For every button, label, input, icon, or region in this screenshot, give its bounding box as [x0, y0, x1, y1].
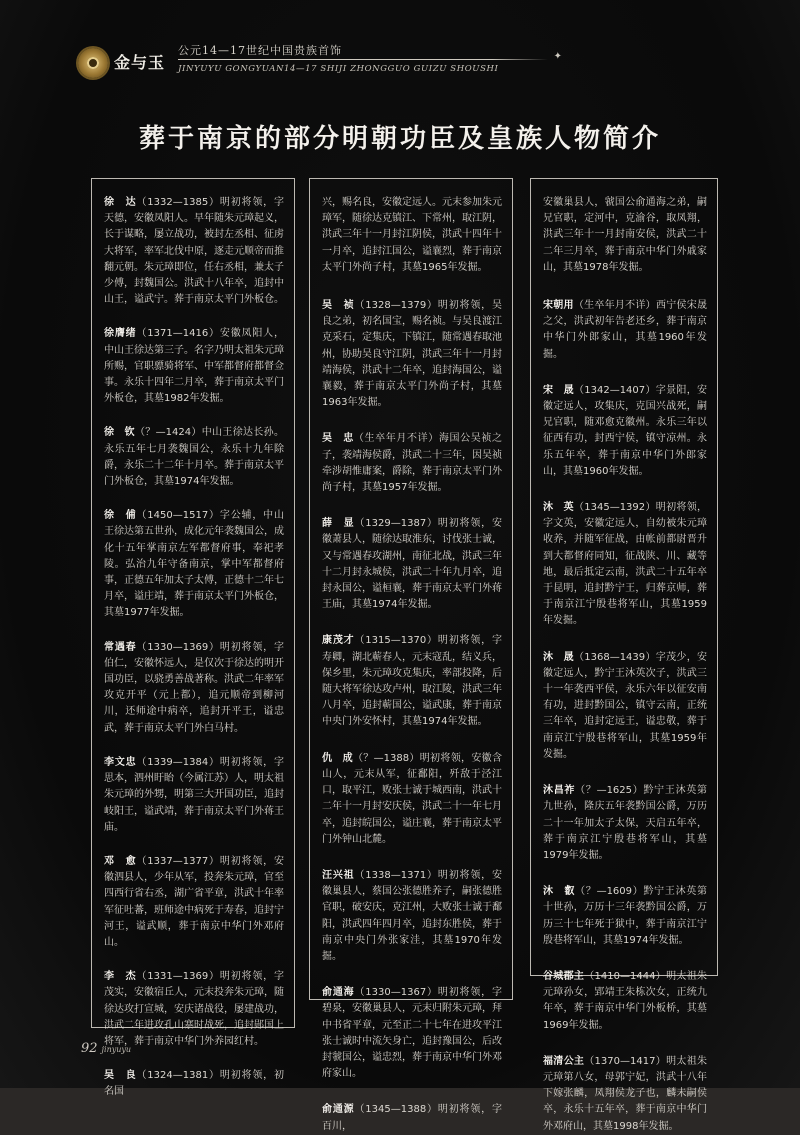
biography-entry	[104, 508, 284, 621]
page-title: 葬于南京的部分明朝功臣及皇族人物简介	[138, 124, 661, 154]
medallion-logo-icon	[78, 48, 108, 78]
biography-text: （？—1424）中山王徐达长孙。永乐五年七月袭魏国公，永乐十九年除爵，永乐二十二年十月卒。葬于南京太平门外板仓，其墓1974年发掘。	[104, 427, 285, 488]
biography-entry	[104, 640, 284, 737]
biography-text: （？—1609）黔宁王沐英第十世孙，万历十三年袭黔国公爵，万历三十七年死于狱中，葬于南京江宁殷巷将军山，其墓1974年发掘。	[543, 886, 707, 946]
biography-entry	[322, 868, 502, 965]
biography-text: （1328—1379）明初将领，吴良之弟，初名国宝，赐名祯。与吴良渡江克采石，定集庆，下镇江，随常遇春取池州，协助吴良守江阴，洪武三年十一月封靖海侯，洪武十二年卒，追封海国公，谥襄毅，葬于南京太平门外尚子村，其墓1963年发掘。	[322, 300, 502, 409]
biography-entry	[322, 516, 502, 613]
biography-entry	[543, 298, 707, 363]
biography-entry	[322, 633, 502, 730]
biography-text: （1410—1444）明太祖朱元璋孙女，郢靖王朱栋次女，正统九年卒，葬于南京中华门外板桥，其墓1969年发掘。	[543, 970, 708, 1031]
text-column-3	[530, 178, 718, 1132]
biography-text: （1337—1377）明初将领，安徽泗县人，少年从军，投奔朱元璋，官至四西行省右丞，湖广省平章，洪武十年率军征吐蕃，班师途中病死于寿春，追封宁河王，谥武顺，葬于南京中华门外邓府山。	[104, 855, 284, 948]
biography-entry	[322, 431, 502, 496]
biography-entry	[322, 985, 502, 1082]
biography-entry	[543, 969, 707, 1034]
person-name: 福清公主	[543, 1055, 585, 1067]
biography-entry	[104, 854, 284, 951]
biography-entry	[543, 1054, 707, 1135]
biography-text: （1330—1367）明初将领，字碧泉，安徽巢县人，元末归附朱元璋，拜中书省平章，元至正二十七年在进攻平江张士诚时中流矢身亡，追封豫国公，后改封虢国公，谥忠烈，葬于南京中华门外邓府家山。	[322, 987, 502, 1080]
biography-text: （1324—1381）明初将领，初名国	[104, 1070, 284, 1098]
biography-entry	[104, 326, 284, 407]
biography-entry	[322, 298, 502, 411]
brand-name: 金与玉	[114, 53, 166, 72]
biography-text: （1345—1392）明初将领，字文英，安徽定远人，自幼被朱元璋收养，并随军征战，由帐前都尉晋升到大都督府同知，征战陕、川、藏等地，最后抵定云南，洪武二十五年卒于昆明，追封黔宁王，归葬京师，葬于南京江宁殷巷将军山，其墓1959年发掘。	[543, 502, 708, 627]
biography-text: （1368—1439）字茂少，安徽定远人，黔宁王沐英次子，洪武三十一年袭西平侯，永乐六年以征安南有功，进封黔国公，镇守云南，正统三年卒，追封定远王，谥忠敬，葬于南京江宁殷巷将军山，其墓1959年发掘。	[543, 651, 708, 760]
person-name: 徐膺绪	[104, 328, 137, 340]
biography-entry	[543, 884, 707, 949]
biography-text: （1331—1369）明初将领，字茂实，安徽宿丘人，元末投奔朱元璋，随徐达攻打宣城，安庆诸战役，屡建战功，洪武二年进攻孔山寨时战死，追封郧国上将军，葬于南京中华门外养园红村。	[104, 971, 284, 1047]
page-header	[78, 38, 718, 82]
biography-text: 兴，赐名良，安徽定远人。元末参加朱元璋军，随徐达克镇江、下常州，取江阴，洪武三年十一月封江阴侯，洪武十四年十一月卒，追封江国公，谥襄烈，葬于南京太平门外尚子村，其墓1965年发掘。	[322, 197, 502, 273]
biography-text: （？—1625）黔宁王沐英第九世孙，隆庆五年袭黔国公爵，万历二十一年加太子太保，天启五年卒，葬于南京江宁殷巷将军山，其墓1979年发掘。	[543, 785, 707, 861]
biography-entry	[104, 195, 284, 308]
biography-text: （1332—1385）明初将领，字天德，安徽凤阳人。早年随朱元璋起义，长于谋略，屡立战功，被封左丞相、征虏大将军，率军北伐中原，逐走元顺帝而推翻元朝。朱元璋即位，任右丞相，兼太子少傅，封魏国公。洪武十八年卒，追封中山王，谥武宁。葬于南京太平门外板仓。	[104, 197, 284, 306]
person-name: 常遇春	[104, 641, 137, 653]
biography-text: （1315—1370）明初将领，字寿卿，湖北蕲春人，元末寇乱，结义兵，保乡里，朱元璋攻克集庆，率部投降，后随大将军徐达攻卢州，取江陵，洪武三年八月卒，追封蕲国公，谥武康，葬于南京中央门外安怀村，其墓1974年发掘。	[322, 635, 502, 728]
header-divider	[178, 59, 548, 60]
person-name: 李文忠	[104, 756, 137, 768]
biography-entry	[543, 195, 707, 276]
biography-text: （1338—1371）明初将领，安徽巢县人，蔡国公张德胜养子，嗣张德胜官职，破安庆，克江州，大败张士诚于鄱阳，洪武四年四月卒，追封东胜侯，葬于南京中央门外张家洼，其墓1970年发掘。	[322, 869, 502, 962]
biography-entry	[543, 783, 707, 864]
biography-entry	[104, 425, 284, 490]
person-name: 徐 俌	[104, 510, 137, 522]
biography-entry	[104, 755, 284, 836]
biography-entry	[322, 751, 502, 848]
biography-text: （1330—1369）明初将领，字伯仁，安徽怀远人，是仅次于徐达的明开国功臣，以骁勇善战著称。洪武二年率军攻克开平（元上都），追元顺帝到柳河川，还师途中病卒，追封开平王，谥忠武，葬于南京太平门外白马村。	[104, 641, 284, 734]
biography-text: （1345—1388）明初将领，字百川，	[322, 1104, 502, 1132]
page-number: 92	[81, 1041, 98, 1056]
person-name: 俞通源	[322, 1104, 355, 1116]
footer-brand: jinyuyu	[101, 1045, 132, 1054]
person-name: 吴 祯	[322, 300, 355, 312]
text-column-2	[309, 178, 513, 1132]
biography-text: 安徽巢县人，虢国公俞通海之弟，嗣兄官职，定河中，克渝谷，取凤翔，洪武三年十一月封南安侯，洪武二十二年三月卒，葬于南京中华门外戚家山，其墓1978年发掘。	[543, 197, 707, 273]
header-pinyin: JINYUYU GONGYUAN14—17 SHIJI ZHONGGUO GUIZU SHOUSHI	[178, 64, 499, 74]
biography-text: （？—1388）明初将领，安徽含山人，元末从军，征鄱阳，歼敌于泾江口，取平江，败张士诚于城西南，洪武十二年十一月封安庆侯，洪武二十一年七月卒，追封皖国公，谥庄襄，葬于南京太平门外钟山北麓。	[322, 752, 503, 845]
biography-entry	[543, 650, 707, 763]
person-name: 沐 英	[543, 502, 574, 514]
person-name: 薛 显	[322, 518, 355, 530]
biography-text: （1371—1416）安徽凤阳人，中山王徐达第三子。名字乃明太祖朱元璋所赐，官职骠骑将军、中军都督府都督佥事。永乐十四年二月卒，葬于南京太平门外板仓，其墓1982年发掘。	[104, 328, 284, 405]
person-name: 谷城郡主	[543, 970, 585, 982]
person-name: 俞通海	[322, 987, 355, 999]
biography-text: （生卒年月不详）海国公吴祯之子，袭靖海侯爵，洪武二十三年，因吴祯牵涉胡惟庸案，爵除，葬于南京太平门外尚子村，其墓1957年发掘。	[322, 433, 502, 494]
biography-entry	[543, 383, 707, 480]
person-name: 徐 达	[104, 197, 137, 208]
person-name: 沐昌祚	[543, 785, 576, 797]
person-name: 沐 叡	[543, 886, 576, 898]
person-name: 吴 良	[104, 1070, 137, 1082]
biography-text: （1339—1384）明初将领，字思本，泗州盱眙（今属江苏）人，明太祖朱元璋的外甥，明第三大开国功臣，追封岐阳王，谥武靖，葬于南京太平门外蒋王庙。	[104, 756, 284, 833]
person-name: 吴 忠	[322, 433, 354, 445]
biography-entry	[104, 969, 284, 1050]
biography-text: （1342—1407）字景阳，安徽定远人，攻集庆，克国兴战死，嗣兄官职，随邓愈克徽州。永乐三年以征西有功，封西宁侯，镇守凉州。永乐五年卒，葬于南京中华门外郎家山，其墓1960年发掘。	[543, 384, 708, 477]
page-footer	[81, 1041, 131, 1056]
person-name: 宋 晟	[543, 384, 574, 396]
biography-text: （1329—1387）明初将领，安徽萧县人，随徐达取淮东，讨伐张士诚，又与常遇春攻湖州，南征北战，洪武三年十二月封永城侯，洪武二十年九月卒，追封永国公，谥桓襄，葬于南京太平门外蒋王庙，其墓1974年发掘。	[322, 518, 502, 611]
person-name: 沐 晟	[543, 651, 574, 663]
biography-entry	[322, 1102, 502, 1134]
person-name: 徐 钦	[104, 427, 135, 439]
person-name: 汪兴祖	[322, 869, 355, 881]
biography-text: （生卒年月不详）西宁侯宋晟之父，洪武初年告老还乡，葬于南京中华门外郎家山，其墓1960年发掘。	[543, 300, 708, 360]
person-name: 仇 成	[322, 752, 353, 764]
biography-entry	[543, 500, 707, 630]
person-name: 邓 愈	[104, 855, 137, 867]
person-name: 宋朝用	[543, 300, 574, 312]
biography-text: （1450—1517）字公辅，中山王徐达第五世孙，成化元年袭魏国公，成化十五年掌南京左军都督府事，奉祀孝陵。弘治九年守备南京，掌中军都督府事，正德五年加太子太傅，正德十二年七月卒，谥庄靖，葬于南京太平门外板仓，其墓1977年发掘。	[104, 510, 284, 619]
biography-entry	[104, 1068, 284, 1100]
person-name: 李 杰	[104, 971, 137, 983]
person-name: 康茂才	[322, 635, 355, 647]
header-subtitle: 公元14—17世纪中国贵族首饰	[178, 44, 342, 57]
biography-text: （1370—1417）明太祖朱元璋第八女，母郭宁妃，洪武十八年下嫁张麟，凤翔侯龙子也，麟未嗣侯卒，永乐十五年卒，葬于南京中华门外邓府山，其墓1998年发掘。	[543, 1055, 708, 1132]
biography-entry	[322, 195, 502, 276]
